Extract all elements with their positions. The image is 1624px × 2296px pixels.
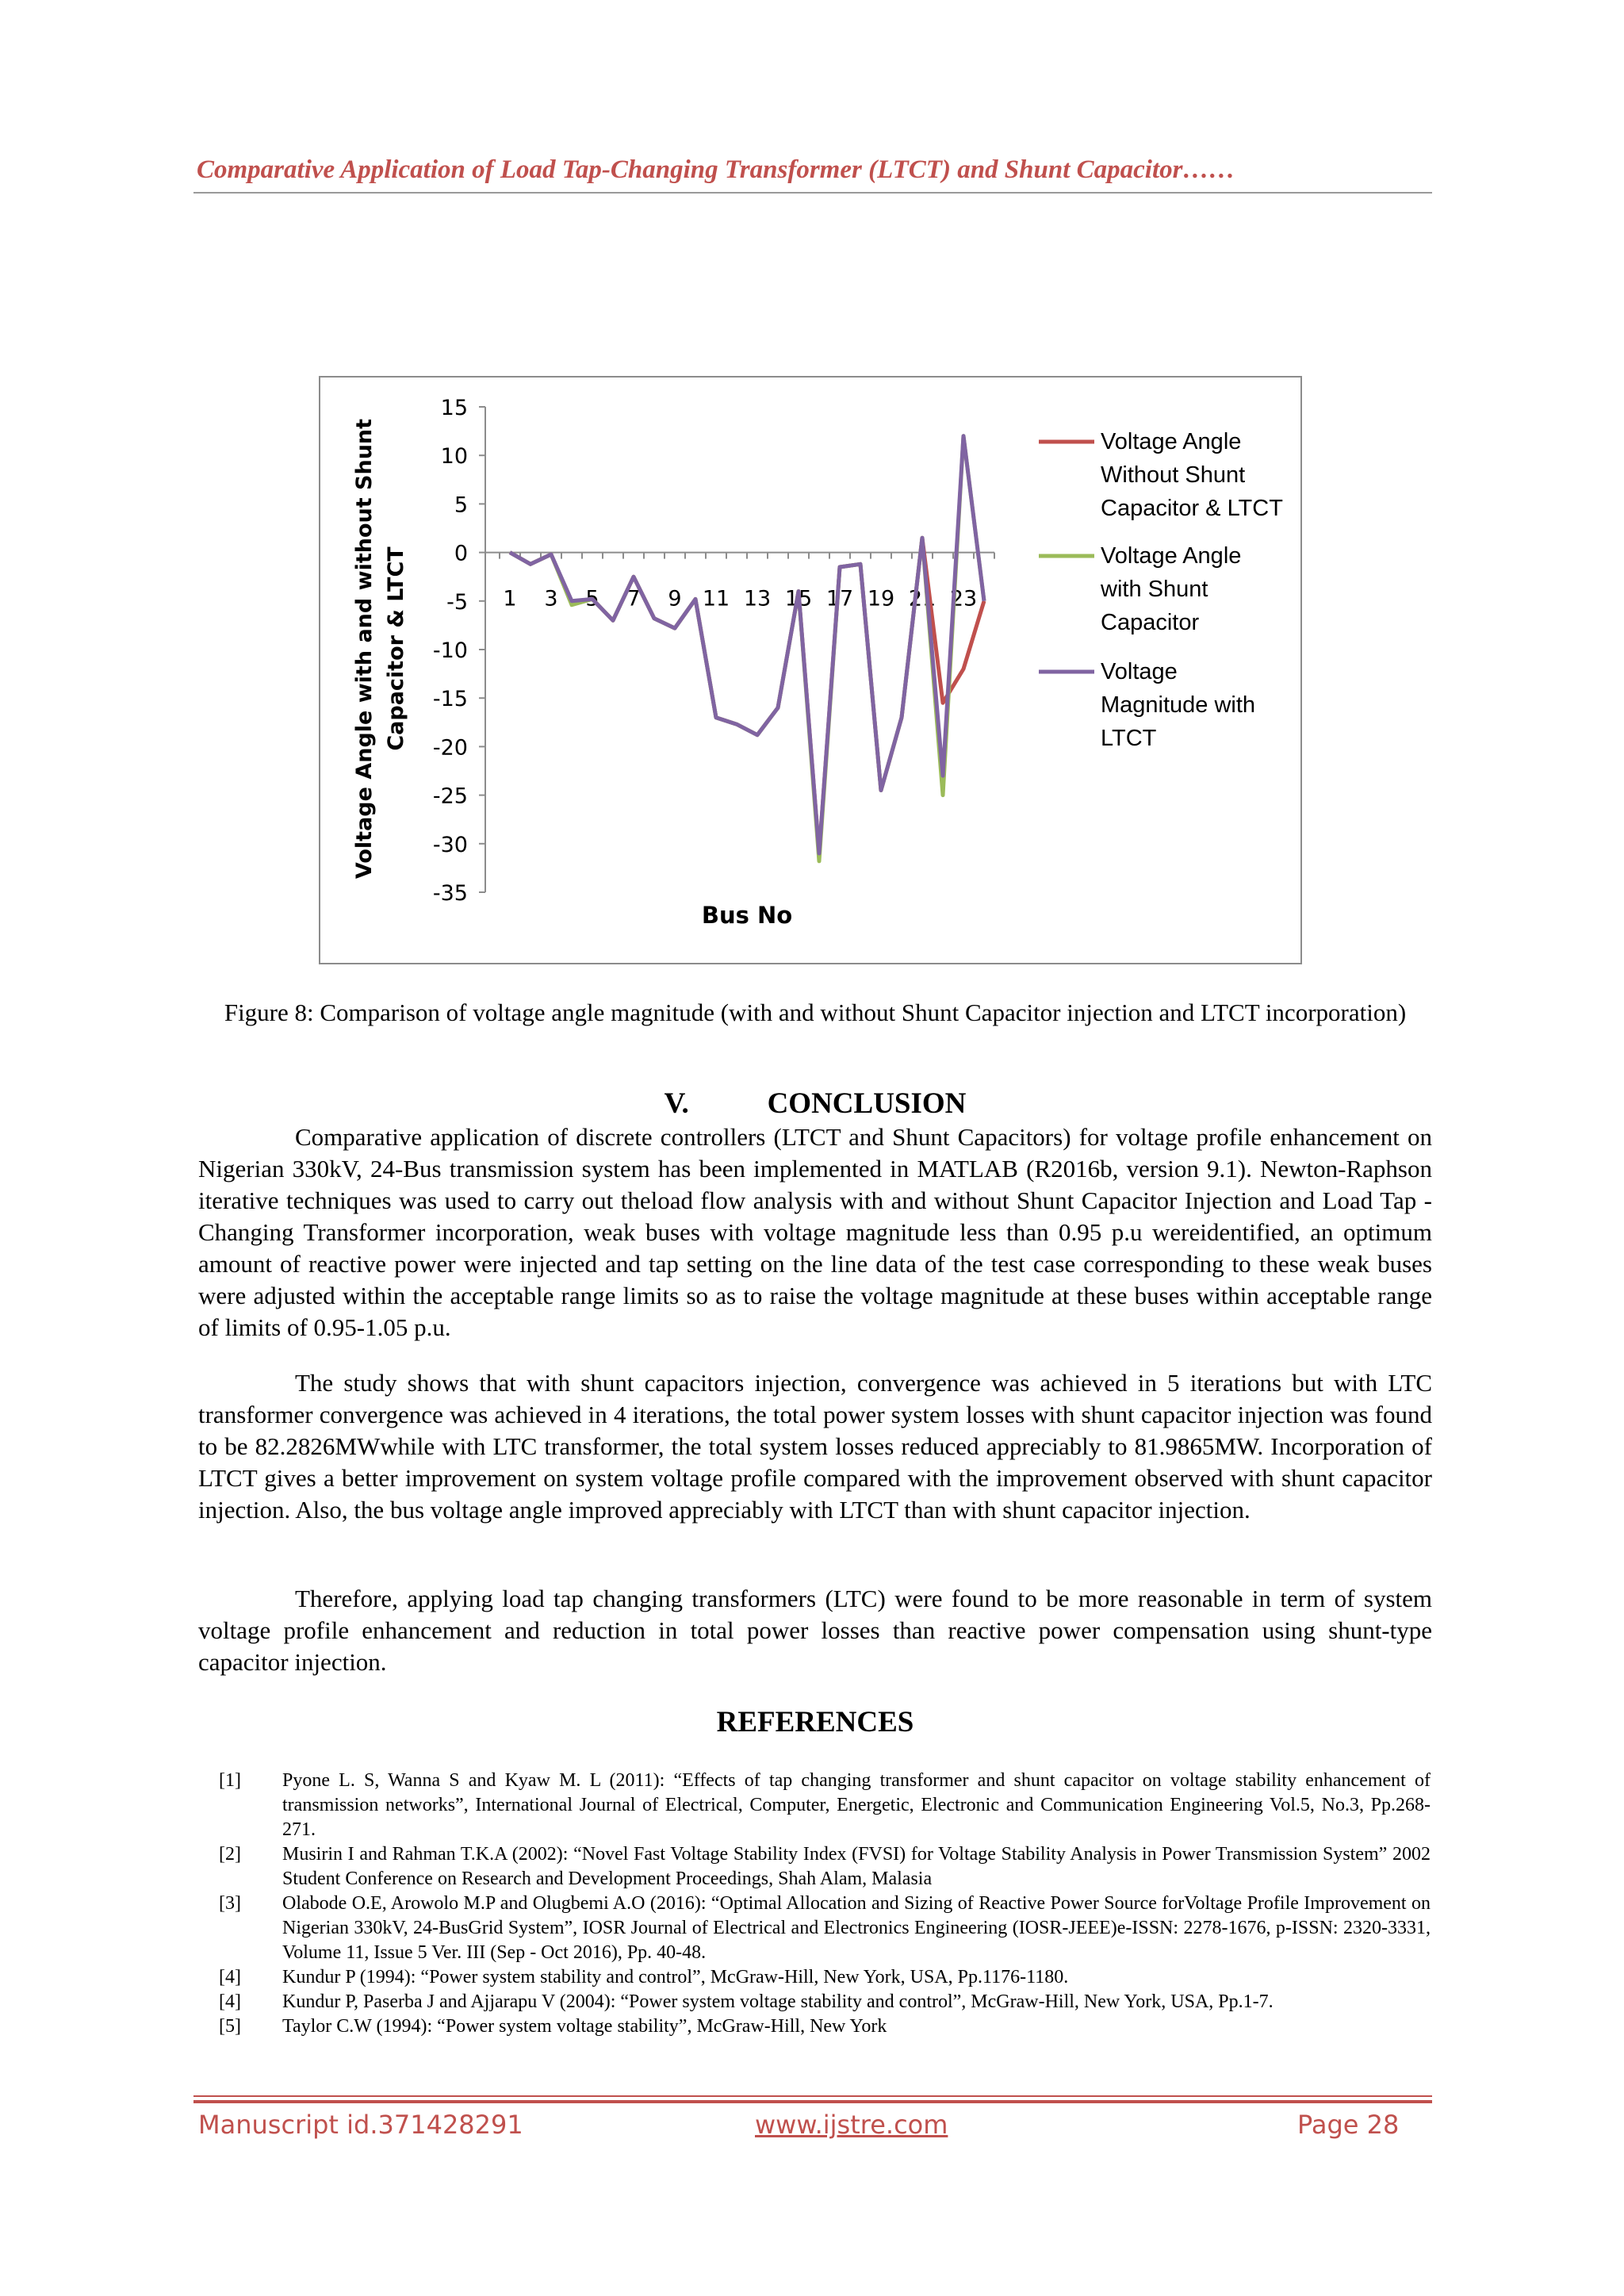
- conclusion-paragraph-1: Comparative application of discrete controllers (LTCT and Shunt Capacitors) for voltage profile enhancement on Nigerian 330kV, 24-Bus transmission system has been implemented in MATLAB (R2016b, version 9.1). Newton-Raphson iterative techniques was used to carry out theload flow analysis with and without Shunt Capacitor Injection and Load Tap - Changing Transformer incorporation, weak buses with voltage magnitude less than 0.95 p.u wereidentified, an optimum amount of reactive power were injected and tap setting on the line data of the test case corresponding to these weak buses were adjusted within the acceptable range limits so as to raise the voltage magnitude at these buses within acceptable range of limits of 0.95-1.05 p.u.: [198, 1123, 1432, 1341]
- legend-label-2: Capacitor: [1101, 610, 1200, 635]
- x-tick-label: 19: [867, 586, 895, 611]
- running-header: Comparative Application of Load Tap-Changing Transformer (LTCT) and Shunt Capacitor……: [197, 155, 1235, 184]
- conclusion-heading: [198, 1087, 1432, 1121]
- reference-item: [1] Pyone L. S, Wanna S and Kyaw M. L (2011): “Effects of tap changing transformer and shunt capacitor on voltage stability enhancement of transmission networks”, International Journal of Electrical, Computer, Energetic, Electronic and Communication Engineering Vol.5, No.3, Pp.268-271.: [219, 1770, 1431, 1840]
- reference-item: [4] Kundur P, Paserba J and Ajjarapu V (2004): “Power system voltage stability and control”, McGraw-Hill, New York, USA, Pp.1-7.: [219, 1991, 1274, 2012]
- y-tick-label: 10: [440, 444, 468, 470]
- chart-canvas: [320, 378, 1300, 963]
- y-tick-label: -25: [432, 784, 468, 809]
- y-tick-label: -20: [432, 735, 468, 761]
- y-tick-label: 5: [454, 493, 468, 518]
- y-tick-label: -35: [432, 881, 468, 906]
- series-line-3: [510, 436, 984, 853]
- series-line-1: [510, 538, 984, 853]
- x-tick-label: 15: [784, 586, 813, 611]
- x-tick-label: 9: [668, 586, 682, 611]
- figure-caption: Figure 8: Comparison of voltage angle magnitude (with and without Shunt Capacitor injection and LTCT incorporation): [224, 999, 1407, 1026]
- x-tick-label: 7: [626, 586, 641, 611]
- legend-label-2: with Shunt: [1101, 577, 1208, 602]
- series-line-2: [510, 436, 984, 861]
- x-tick-label: 5: [585, 586, 599, 611]
- section-number: V.: [664, 1087, 689, 1120]
- x-axis-title: Bus No: [701, 902, 793, 929]
- header-rule: [193, 192, 1432, 194]
- legend-label-3: Voltage: [1101, 659, 1178, 684]
- legend-label-3: LTCT: [1101, 726, 1157, 751]
- y-axis-title-line2: Capacitor & LTCT: [384, 546, 408, 751]
- y-tick-label: 0: [454, 541, 468, 566]
- reference-item: [5] Taylor C.W (1994): “Power system voltage stability”, McGraw-Hill, New York: [219, 2016, 887, 2037]
- y-tick-label: -5: [446, 589, 468, 615]
- legend-label-1: Without Shunt: [1101, 462, 1246, 488]
- x-tick-label: 3: [544, 586, 558, 611]
- page-number: Page 28: [1297, 2110, 1400, 2140]
- footer-rule: [193, 2095, 1432, 2097]
- reference-item: [4] Kundur P (1994): “Power system stability and control”, McGraw-Hill, New York, USA, Pp.1176-1180.: [219, 1967, 1069, 1987]
- x-tick-label: 11: [702, 586, 730, 611]
- legend-label-2: Voltage Angle: [1101, 543, 1242, 569]
- legend-label-3: Magnitude with: [1101, 692, 1256, 718]
- y-tick-label: -15: [432, 687, 468, 712]
- x-tick-label: 13: [743, 586, 772, 611]
- reference-list: [219, 1769, 1431, 2039]
- x-tick-label: 1: [503, 586, 517, 611]
- y-tick-label: 15: [440, 396, 468, 420]
- reference-item: [3] Olabode O.E, Arowolo M.P and Olugbemi A.O (2016): “Optimal Allocation and Sizing of Reactive Power Source forVoltage Profile Improvement on Nigerian 330kV, 24-BusGrid System”, IOSR Journal of Electrical and Electronics Engineering (IOSR-JEEE)e-ISSN: 2278-1676, p-ISSN: 2320-3331, Volume 11, Issue 5 Ver. III (Sep - Oct 2016), Pp. 40-48.: [219, 1893, 1431, 1963]
- chart-figure: [319, 376, 1302, 964]
- conclusion-paragraph-2: The study shows that with shunt capacitors injection, convergence was achieved in 5 iterations but with LTC transformer convergence was achieved in 4 iterations, the total power system losses with shunt capacitor injection was found to be 82.2826MWwhile with LTC transformer, the total system losses reduced appreciably to 81.9865MW. Incorporation of LTCT gives a better improvement on system voltage profile compared with the improvement observed with shunt capacitor injection. Also, the bus voltage angle improved appreciably with LTCT than with shunt capacitor injection.: [198, 1369, 1432, 1524]
- x-tick-label: 17: [825, 586, 854, 611]
- x-tick-label: 23: [949, 586, 978, 611]
- manuscript-id: Manuscript id.371428291: [198, 2110, 523, 2140]
- reference-item: [2] Musirin I and Rahman T.K.A (2002): “Novel Fast Voltage Stability Index (FVSI) for Voltage Stability Analysis in Power Transmission System” 2002 Student Conference on Research and Development Proceedings, Shah Alam, Malasia: [219, 1844, 1431, 1889]
- conclusion-paragraph-3: Therefore, applying load tap changing transformers (LTC) were found to be more reasonable in term of system voltage profile enhancement and reduction in total power losses than reactive power compensation using shunt-type capacitor injection.: [198, 1585, 1432, 1676]
- y-axis-title-line1: Voltage Angle with and without Shunt: [352, 418, 377, 880]
- legend-label-1: Capacitor & LTCT: [1101, 496, 1283, 521]
- y-tick-label: -10: [432, 638, 468, 663]
- journal-link[interactable]: www.ijstre.com: [755, 2110, 948, 2140]
- references-heading: REFERENCES: [716, 1706, 914, 1738]
- footer-rule-thick: [193, 2100, 1432, 2103]
- y-tick-label: -30: [432, 832, 468, 857]
- legend-label-1: Voltage Angle: [1101, 429, 1242, 454]
- x-tick-label: 21: [908, 586, 936, 611]
- section-title-text: CONCLUSION: [767, 1087, 967, 1120]
